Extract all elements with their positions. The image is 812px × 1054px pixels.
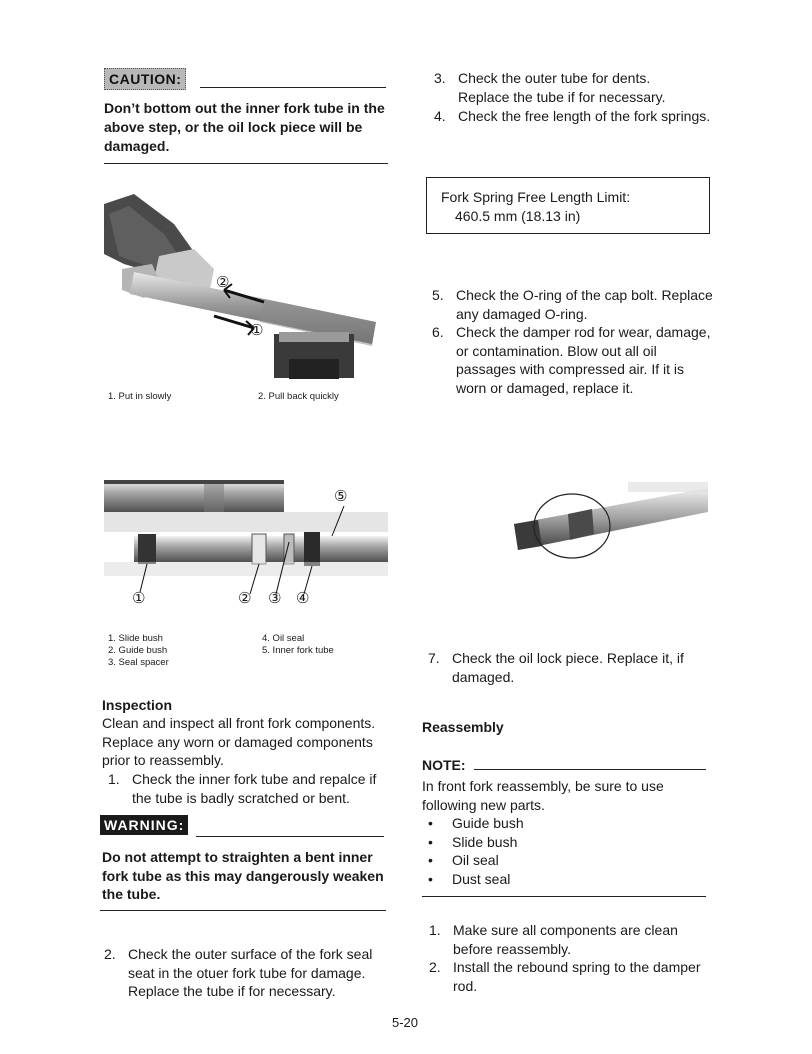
step7-text-1: Check the oil lock piece. Replace it, if <box>452 650 684 666</box>
caution-bottom-rule <box>104 163 388 164</box>
warning-badge: WARNING: <box>100 815 188 835</box>
bullet-dot-3: • <box>428 852 433 868</box>
bullet-dot-4: • <box>428 871 433 887</box>
step1-text-1: Check the inner fork tube and repalce if <box>132 771 377 787</box>
ra-step1-text-1: Make sure all components are clean <box>453 922 678 938</box>
note-rule <box>474 769 706 770</box>
ra-step2-text-2: rod. <box>453 978 478 994</box>
photo1-caption-2: 2. Pull back quickly <box>258 391 339 402</box>
inspection-text-2: Replace any worn or damaged components <box>102 734 373 750</box>
inspection-text-3: prior to reassembly. <box>102 752 224 768</box>
callout-5-photo2: ⑤ <box>334 488 348 505</box>
photo2-caption-3: 3. Seal spacer <box>108 657 169 668</box>
warning-text-2: fork tube as this may dangerously weaken <box>102 868 384 884</box>
caution-badge: CAUTION: <box>104 68 186 90</box>
callout-1-photo1: ① <box>250 322 264 339</box>
part-slide-bush: Slide bush <box>452 834 518 850</box>
note-text-1: In front fork reassembly, be sure to use <box>422 778 664 794</box>
step3-text-2: Replace the tube if for necessary. <box>458 89 666 105</box>
ra-step2-text-1: Install the rebound spring to the damper <box>453 959 701 975</box>
step7-text-2: damaged. <box>452 669 515 685</box>
ra-step1-text-2: before reassembly. <box>453 941 572 957</box>
step5-number: 5. <box>432 287 444 303</box>
bullet-dot-2: • <box>428 834 433 850</box>
caution-text-1: Don’t bottom out the inner fork tube in the <box>104 100 385 116</box>
inspection-text-1: Clean and inspect all front fork components. <box>102 715 376 731</box>
step2-text-2: seat in the otuer fork tube for damage. <box>128 965 366 981</box>
step2-number: 2. <box>104 946 116 962</box>
callout-2-photo2: ② <box>238 590 252 607</box>
damper-rod-photo-3 <box>508 478 710 566</box>
step6-text-4: worn or damaged, replace it. <box>456 380 634 396</box>
inspection-heading: Inspection <box>102 697 173 713</box>
photo2-caption-1: 1. Slide bush <box>108 633 163 644</box>
callout-3-photo2: ③ <box>268 590 282 607</box>
ra-step2-number: 2. <box>429 959 441 975</box>
step6-number: 6. <box>432 324 444 340</box>
note-bottom-rule <box>422 896 706 897</box>
part-dust-seal: Dust seal <box>452 871 511 887</box>
step5-text-1: Check the O-ring of the cap bolt. Replace <box>456 287 713 303</box>
step3-text-1: Check the outer tube for dents. <box>458 70 651 86</box>
caution-text-3: damaged. <box>104 138 170 154</box>
spring-limit-label: Fork Spring Free Length Limit: <box>441 189 631 205</box>
part-oil-seal: Oil seal <box>452 852 499 868</box>
step1-text-2: the tube is badly scratched or bent. <box>132 790 350 806</box>
warning-text-3: the tube. <box>102 886 161 902</box>
step4-text: Check the free length of the fork springs. <box>458 108 711 124</box>
fork-tube-photo-1 <box>104 194 380 390</box>
step7-number: 7. <box>428 650 440 666</box>
step1-number: 1. <box>108 771 120 787</box>
part-guide-bush: Guide bush <box>452 815 524 831</box>
callout-1-photo2: ① <box>132 590 146 607</box>
step6-text-1: Check the damper rod for wear, damage, <box>456 324 711 340</box>
photo1-caption-1: 1. Put in slowly <box>108 391 172 402</box>
step2-text-1: Check the outer surface of the fork seal <box>128 946 373 962</box>
ra-step1-number: 1. <box>429 922 441 938</box>
page-number: 5-20 <box>392 1015 419 1030</box>
caution-rule <box>200 87 386 88</box>
callout-2-photo1: ② <box>216 274 230 291</box>
warning-bottom-rule <box>100 910 386 911</box>
spring-limit-value: 460.5 mm (18.13 in) <box>455 208 581 224</box>
step6-text-2: or contamination. Blow out all oil <box>456 343 657 359</box>
step4-number: 4. <box>434 108 446 124</box>
note-text-2: following new parts. <box>422 797 545 813</box>
warning-text-1: Do not attempt to straighten a bent inner <box>102 849 373 865</box>
photo2-caption-4: 4. Oil seal <box>262 633 305 644</box>
caution-text-2: above step, or the oil lock piece will be <box>104 119 363 135</box>
bullet-dot-1: • <box>428 815 433 831</box>
warning-rule <box>196 836 384 837</box>
step6-text-3: passages with compressed air. If it is <box>456 361 684 377</box>
spring-limit-box <box>426 177 710 234</box>
step5-text-2: any damaged O-ring. <box>456 306 588 322</box>
callout-4-photo2: ④ <box>296 590 310 607</box>
photo2-caption-2: 2. Guide bush <box>108 645 168 656</box>
photo2-caption-5: 5. Inner fork tube <box>262 645 334 656</box>
note-label: NOTE: <box>422 757 466 773</box>
step3-number: 3. <box>434 70 446 86</box>
reassembly-heading: Reassembly <box>422 719 504 735</box>
step2-text-3: Replace the tube if for necessary. <box>128 983 336 999</box>
